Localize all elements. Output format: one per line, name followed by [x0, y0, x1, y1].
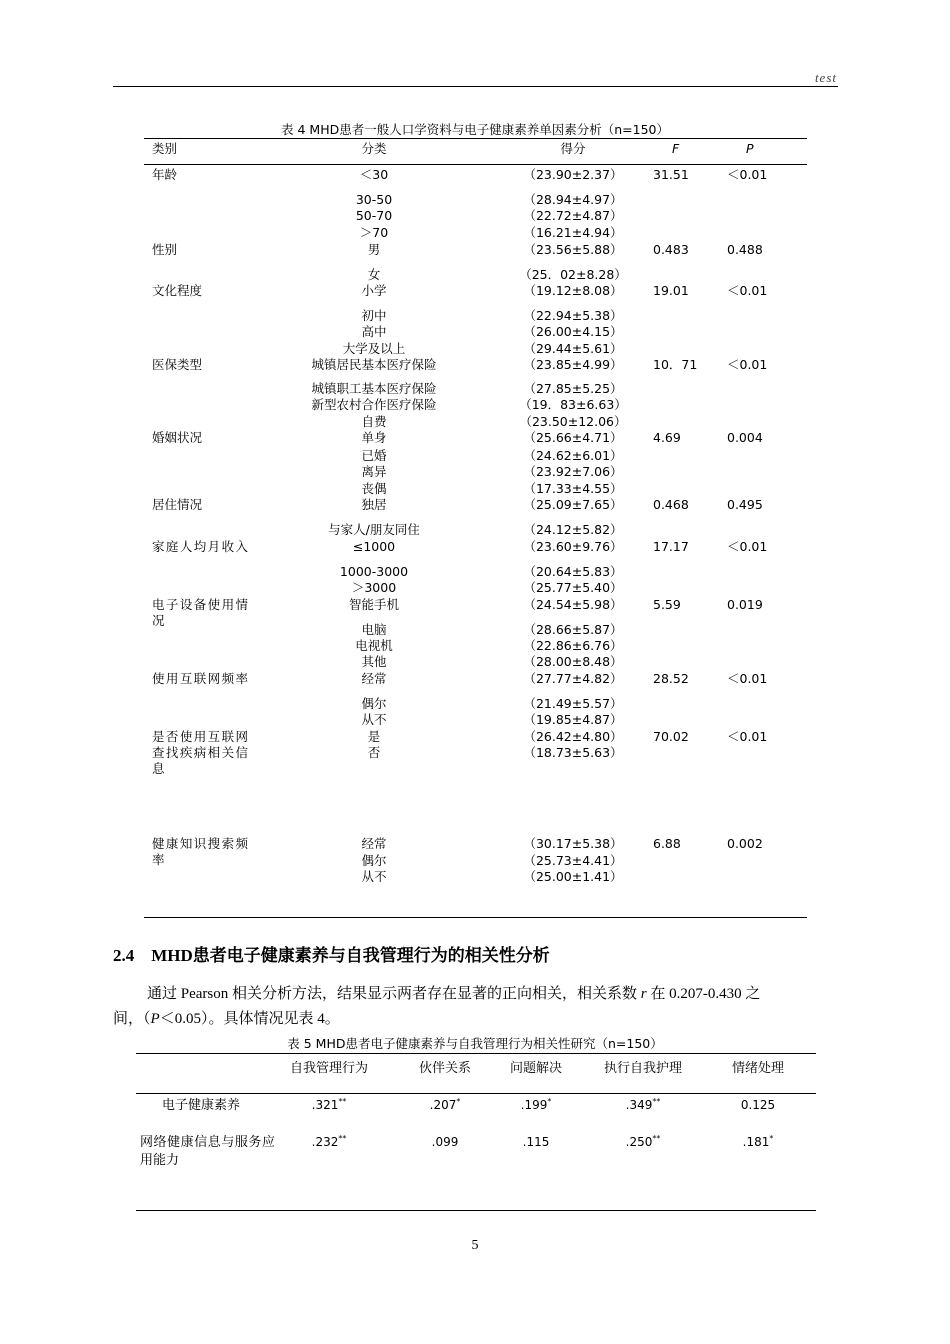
table4-subcategory: 电脑	[361, 622, 387, 637]
table4-f-value: 0.468	[653, 497, 689, 512]
table4-p-value: ＜0.01	[727, 167, 768, 182]
table4-subcategory: 电视机	[355, 638, 393, 653]
table5-cell	[708, 1135, 808, 1149]
table4-f-value: 5.59	[653, 597, 681, 612]
significance-mark: **	[652, 1097, 661, 1106]
table4-subcategory: 丧偶	[361, 481, 387, 496]
correlation-value: .199	[520, 1098, 548, 1112]
table4-category: 性别	[152, 242, 178, 257]
table4-subcategory: 偶尔	[361, 853, 387, 868]
significance-mark: *	[456, 1097, 461, 1106]
section-title: 2.4 MHD患者电子健康素养与自我管理行为的相关性分析	[113, 946, 550, 965]
table4-f-value: 28.52	[653, 671, 689, 686]
table4-category: 使用互联网频率	[152, 671, 248, 686]
significance-mark: *	[769, 1134, 774, 1143]
table4-score: （23.56±5.88）	[523, 242, 623, 257]
table4-category: 医保类型	[152, 357, 203, 372]
table4-score: （19.85±4.87）	[523, 712, 623, 727]
table4-subcategory: 是	[367, 729, 381, 744]
table4-score: （30.17±5.38）	[523, 836, 623, 851]
table4-subcategory: 初中	[361, 308, 387, 323]
table4-p-value: ＜0.01	[727, 671, 768, 686]
correlation-value: .232	[311, 1135, 339, 1149]
table4-category: 是否使用互联网查找疾病相关信息	[152, 729, 248, 776]
table4-f-value: 6.88	[653, 836, 681, 851]
table4-f-value: 10．71	[653, 357, 698, 372]
table5-bottom-rule	[136, 1210, 816, 1211]
table4-subcategory: 智能手机	[348, 597, 399, 612]
table4-subcategory: 城镇职工基本医疗保险	[311, 381, 437, 396]
table5-cell	[593, 1135, 693, 1149]
table4-score: （24.54±5.98）	[523, 597, 623, 612]
table4-score: （29.44±5.61）	[523, 341, 623, 356]
correlation-value: 0.125	[740, 1098, 776, 1112]
table4-score: （20.64±5.83）	[523, 564, 623, 579]
table4-score: （18.73±5.63）	[523, 745, 623, 760]
table4-col-score: 得分	[560, 141, 586, 156]
table4-score: （28.00±8.48）	[523, 654, 623, 669]
table4-score: （24.12±5.82）	[523, 522, 623, 537]
table5-col-header: 伙伴关系	[418, 1061, 471, 1076]
table4-subcategory: 与家人/朋友同住	[328, 522, 420, 537]
table5-cell	[279, 1098, 379, 1112]
table4-subcategory: 已婚	[361, 448, 387, 463]
table5-col-header: 问题解决	[509, 1061, 562, 1076]
table4-score: （23.50±12.06）	[519, 414, 627, 429]
running-header: test	[814, 70, 837, 85]
table4-f-value: 19.01	[653, 283, 689, 298]
table4-score: （25.77±5.40）	[523, 580, 623, 595]
table4-f-value: 0.483	[653, 242, 689, 257]
table4-score: （25.66±4.71）	[523, 430, 623, 445]
table4-f-value: 70.02	[653, 729, 689, 744]
table4-score: （22.72±4.87）	[523, 208, 623, 223]
table4-p-value: ＜0.01	[727, 283, 768, 298]
table4-score: （26.00±4.15）	[523, 324, 623, 339]
significance-mark: *	[547, 1097, 552, 1106]
table4-subcategory: 小学	[361, 283, 387, 298]
table4-subcategory: 高中	[361, 324, 387, 339]
table4-subcategory: 30-50	[355, 192, 393, 207]
table4-subcategory: 离异	[361, 464, 387, 479]
table4-subcategory: 经常	[361, 836, 387, 851]
table4-f-value: 17.17	[653, 539, 689, 554]
table4-p-value: 0.019	[727, 597, 763, 612]
page-number: 5	[471, 1238, 479, 1253]
table4-subcategory: 从不	[361, 712, 387, 727]
table4-p-value: ＜0.01	[727, 539, 768, 554]
paragraph-text-2: 在 0.207-0.430 之	[646, 986, 761, 1002]
table4-p-value: 0.495	[727, 497, 763, 512]
table4-score: （27.77±4.82）	[523, 671, 623, 686]
table4-col-f: F	[672, 141, 680, 156]
table4-score: （25．02±8.28）	[519, 267, 627, 282]
table4-col-subcategory: 分类	[361, 141, 387, 156]
table4-subcategory: 否	[367, 745, 381, 760]
paragraph-p-symbol: P	[150, 1011, 160, 1027]
correlation-value: .115	[522, 1135, 550, 1149]
table4-score: （23.85±4.99）	[523, 357, 623, 372]
table4-col-category: 类别	[152, 141, 178, 156]
table5-row-label: 网络健康信息与服务应用能力	[140, 1135, 275, 1168]
table4-score: （27.85±5.25）	[523, 381, 623, 396]
table4-subcategory: 50-70	[355, 208, 393, 223]
table5-cell	[708, 1098, 808, 1112]
table4-score: （24.62±6.01）	[523, 448, 623, 463]
table5-header-rule	[136, 1093, 816, 1094]
table5-col-header: 执行自我护理	[603, 1061, 682, 1076]
table4-score: （28.66±5.87）	[523, 622, 623, 637]
table4-subcategory: 1000-3000	[339, 564, 409, 579]
table4-subcategory: ＜30	[359, 167, 389, 182]
table4-score: （25.09±7.65）	[523, 497, 623, 512]
table5-cell	[486, 1098, 586, 1112]
table4-category: 年龄	[152, 167, 178, 182]
table4-subcategory: 男	[367, 242, 381, 257]
table4-subcategory: 城镇居民基本医疗保险	[311, 357, 437, 372]
table4-category: 健康知识搜索频率	[152, 836, 248, 867]
table5-row-label: 电子健康素养	[162, 1098, 241, 1113]
table5-col-header: 自我管理行为	[289, 1061, 368, 1076]
table4-score: （25.00±1.41）	[523, 869, 623, 884]
table4-category: 家庭人均月收入	[152, 539, 248, 554]
table4-header-rule	[144, 164, 807, 165]
table5-cell	[395, 1098, 495, 1112]
table4-subcategory: 从不	[361, 869, 387, 884]
table4-p-value: 0.002	[727, 836, 763, 851]
table4-score: （22.86±6.76）	[523, 638, 623, 653]
correlation-value: .349	[625, 1098, 653, 1112]
table4-score: （28.94±4.97）	[523, 192, 623, 207]
table4-col-p: P	[746, 141, 754, 156]
header-rule	[113, 86, 838, 87]
table4-score: （26.42±4.80）	[523, 729, 623, 744]
table4-f-value: 4.69	[653, 430, 681, 445]
table4-score: （23.92±7.06）	[523, 464, 623, 479]
table4-subcategory: 其他	[361, 654, 387, 669]
correlation-value: .207	[429, 1098, 457, 1112]
table4-subcategory: 自费	[361, 414, 387, 429]
section-paragraph	[113, 982, 838, 1032]
table4-p-value: 0.004	[727, 430, 763, 445]
table4-subcategory: 偶尔	[361, 696, 387, 711]
table4-score: （23.90±2.37）	[523, 167, 623, 182]
table4-subcategory: 新型农村合作医疗保险	[311, 397, 437, 412]
table4-subcategory: 大学及以上	[342, 341, 406, 356]
correlation-value: .250	[625, 1135, 653, 1149]
table5-caption: 表 5 MHD患者电子健康素养与自我管理行为相关性研究（n=150）	[287, 1036, 663, 1051]
significance-mark: **	[338, 1097, 347, 1106]
table4-score: （22.94±5.38）	[523, 308, 623, 323]
table4-score: （19.12±8.08）	[523, 283, 623, 298]
table4-subcategory: 经常	[361, 671, 387, 686]
table5-cell	[279, 1135, 379, 1149]
table4-subcategory: 单身	[361, 430, 387, 445]
table4-bottom-rule	[144, 917, 807, 918]
table4-caption: 表 4 MHD患者一般人口学资料与电子健康素养单因素分析（n=150）	[281, 122, 669, 137]
table4-score: （16.21±4.94）	[523, 225, 623, 240]
table4-p-value: ＜0.01	[727, 357, 768, 372]
table5-top-rule	[136, 1053, 816, 1054]
table5-col-header: 情绪处理	[731, 1061, 784, 1076]
table4-category: 电子设备使用情况	[152, 597, 248, 628]
correlation-value: .099	[431, 1135, 459, 1149]
table4-score: （23.60±9.76）	[523, 539, 623, 554]
paragraph-text-4: ＜0.05）。具体情况见表 4。	[159, 1011, 340, 1027]
correlation-value: .181	[742, 1135, 770, 1149]
paragraph-r-symbol: r	[640, 986, 647, 1002]
table5-cell	[486, 1135, 586, 1149]
significance-mark: **	[652, 1134, 661, 1143]
table4-score: （17.33±4.55）	[523, 481, 623, 496]
table4-category: 文化程度	[152, 283, 203, 298]
table4-subcategory: 独居	[361, 497, 387, 512]
paragraph-text-1: 通过 Pearson 相关分析方法，结果显示两者存在显著的正向相关，相关系数	[147, 986, 641, 1002]
table4-subcategory: ＞70	[359, 225, 389, 240]
table4-category: 居住情况	[152, 497, 203, 512]
significance-mark: **	[338, 1134, 347, 1143]
table4-category: 婚姻状况	[152, 430, 203, 445]
table5-cell	[593, 1098, 693, 1112]
table4-score: （21.49±5.57）	[523, 696, 623, 711]
table4-score: （25.73±4.41）	[523, 853, 623, 868]
table4-p-value: 0.488	[727, 242, 763, 257]
table4-f-value: 31.51	[653, 167, 689, 182]
paragraph-text-3: 间，（	[113, 1011, 151, 1027]
table4-score: （19．83±6.63）	[519, 397, 627, 412]
table4-p-value: ＜0.01	[727, 729, 768, 744]
correlation-value: .321	[311, 1098, 339, 1112]
table5-cell	[395, 1135, 495, 1149]
table4-top-rule	[144, 138, 807, 139]
table4-subcategory: 女	[367, 267, 381, 282]
table4-subcategory: ＞3000	[351, 580, 397, 595]
table4-subcategory: ≤1000	[352, 539, 396, 554]
